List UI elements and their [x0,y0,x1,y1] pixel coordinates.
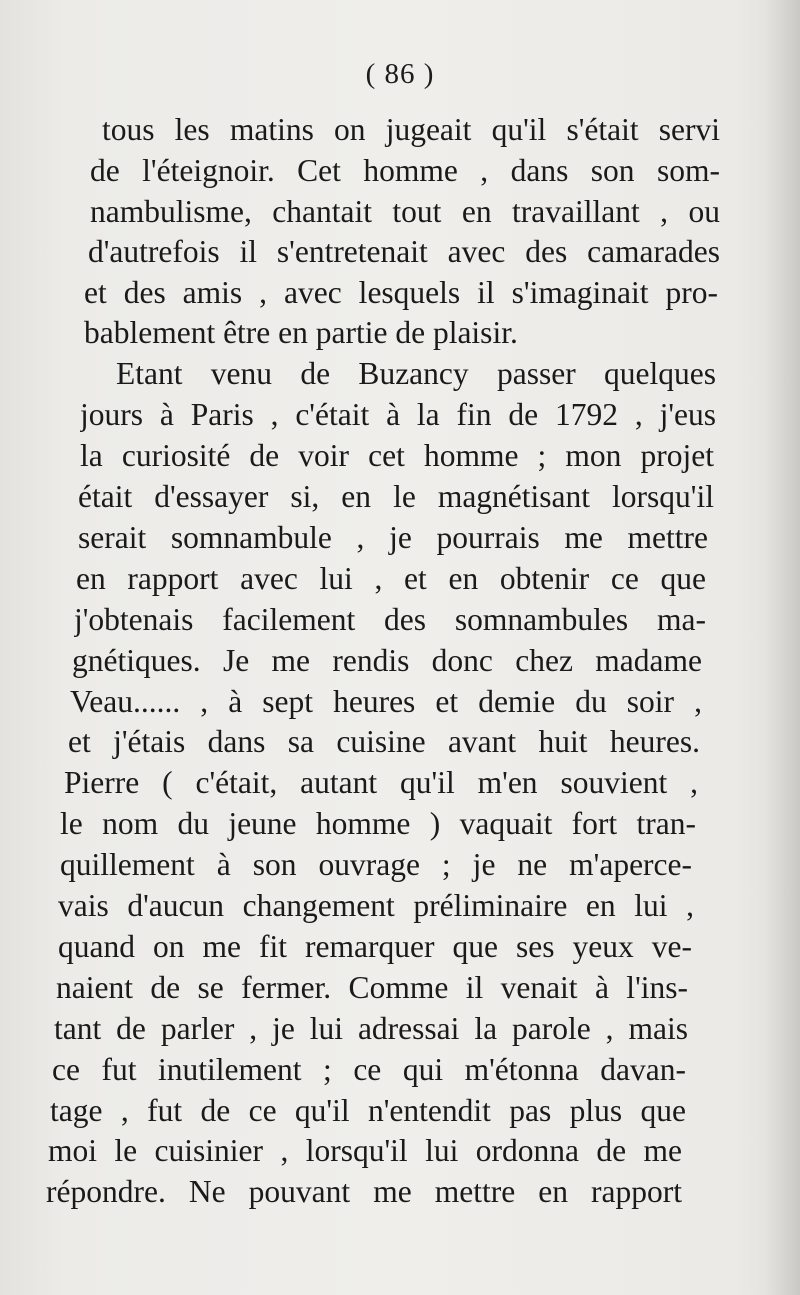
text-line: et des amis , avec lesquels il s'imaginait pro- [84,275,718,310]
text-line: répondre. Ne pouvant me mettre en rapport [46,1174,682,1209]
text-line: serait somnambule , je pourrais me mettre [78,520,708,555]
text-line: et j'étais dans sa cuisine avant huit heures. [68,724,700,759]
text-line: gnétiques. Je me rendis donc chez madame [72,643,702,678]
text-line: bablement être en partie de plaisir. [84,315,518,350]
text-line: était d'essayer si, en le magnétisant lorsqu'il [78,479,714,514]
text-line: jours à Paris , c'était à la fin de 1792 , j'eus [80,397,716,432]
text-line: quand on me fit remarquer que ses yeux ve- [58,929,692,964]
page-number: ( 86 ) [365,58,435,90]
text-line: vais d'aucun changement préliminaire en lui , [58,888,694,923]
text-line: quillement à son ouvrage ; je ne m'aperce- [60,847,692,882]
text-line: naient de se fermer. Comme il venait à l'ins- [56,970,688,1005]
text-line: de l'éteignoir. Cet homme , dans son som- [90,153,720,188]
text-line: ce fut inutilement ; ce qui m'étonna davan- [52,1052,686,1087]
text-line: en rapport avec lui , et en obtenir ce que [76,561,706,596]
text-line: Pierre ( c'était, autant qu'il m'en souvient , [64,765,698,800]
text-line: Etant venu de Buzancy passer quelques [116,356,716,391]
page-edge-shadow [764,0,800,1295]
text-line: le nom du jeune homme ) vaquait fort tran- [60,806,696,841]
text-line: la curiosité de voir cet homme ; mon projet [80,438,714,473]
text-line: nambulisme, chantait tout en travaillant , ou [90,194,720,229]
text-line: tant de parler , je lui adressai la parole , mais [54,1011,688,1046]
text-line: tage , fut de ce qu'il n'entendit pas plus que [50,1093,686,1128]
text-line: j'obtenais facilement des somnambules ma- [74,602,706,637]
text-line: moi le cuisinier , lorsqu'il lui ordonna de me [48,1133,682,1168]
text-line: Veau...... , à sept heures et demie du soir , [70,684,702,719]
text-line: tous les matins on jugeait qu'il s'était servi [102,112,720,147]
text-line: d'autrefois il s'entretenait avec des camarades [88,234,720,269]
